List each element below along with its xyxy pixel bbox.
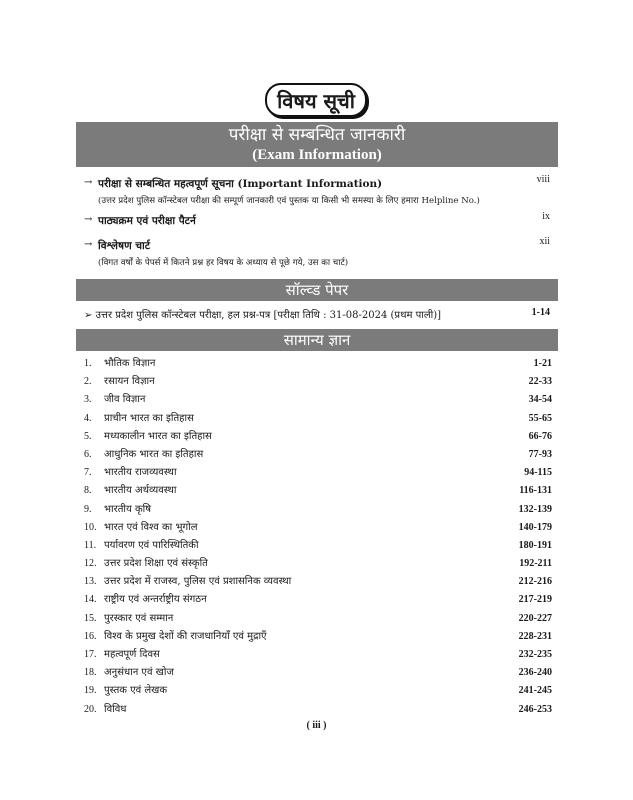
arrow-icon: → [84,177,93,188]
chapter-row [84,446,552,464]
chapter-number: 7. [84,467,92,479]
chapter-name: पुस्तक एवं लेखक [104,685,168,697]
chapter-number: 1. [84,358,92,369]
chapter-page: 180-191 [518,539,552,551]
exam-info-item-title: पाठ्यक्रम एवं परीक्षा पैटर्न [98,215,196,227]
chapter-page: 236-240 [518,667,552,679]
chapter-row [84,610,552,628]
chapter-page: 1-21 [533,358,552,369]
chapter-page: 232-235 [518,649,552,660]
exam-info-header [76,122,558,167]
chapter-row [84,428,552,446]
chapter-page: 241-245 [518,685,552,697]
chapter-number: 16. [84,630,97,642]
page-title: विषय सूची [265,83,367,117]
exam-info-item-note: (उत्तर प्रदेश पुलिस कॉन्स्टेबल परीक्षा की सम्पूर्ण जानकारी एवं पुस्तक या किसी भी समस्या के लिए हमारा Helpline No.) [98,196,480,206]
chapter-name: भारतीय कृषि [104,503,152,515]
chapter-row [84,591,552,609]
chapter-page: 246-253 [518,703,552,715]
exam-info-heading-english: (Exam Information) [252,147,382,163]
chapter-name: भारत एवं विश्व का भूगोल [104,521,198,533]
exam-info-item-title: परीक्षा से सम्बन्धित महत्वपूर्ण सूचना (Important Information) [98,178,383,190]
chapter-number: 4. [84,412,92,424]
chapter-row [84,373,552,391]
chapter-number: 12. [84,558,97,570]
chapter-number: 6. [84,448,92,460]
chapter-page: 228-231 [518,630,552,642]
exam-info-item-page: viii [536,174,550,185]
chapter-row [84,464,552,482]
chapter-page: 212-216 [518,576,552,588]
chapter-number: 10. [84,521,97,533]
chapter-row [84,701,552,719]
chapter-name: उत्तर प्रदेश शिक्षा एवं संस्कृति [104,558,208,570]
chapter-number: 19. [84,685,97,697]
chapter-number: 11. [84,539,97,551]
chapter-name: भारतीय राजव्यवस्था [104,467,177,479]
chapter-page: 132-139 [518,503,552,515]
solved-paper-title: ➢ उत्तर प्रदेश पुलिस कॉन्स्टेबल परीक्षा, हल प्रश्न-पत्र [परीक्षा तिथि : 31-08-2024 (प्रथम पाली)] [84,310,442,321]
chapter-name: मध्यकालीन भारत का इतिहास [104,430,212,442]
general-knowledge-header: सामान्य ज्ञान [76,329,558,351]
chapter-page: 77-93 [528,448,552,460]
chapter-number: 2. [84,376,92,388]
chapter-number: 18. [84,667,97,679]
chapter-row [84,410,552,428]
chapter-list [84,355,552,719]
chapter-row [84,573,552,591]
chapter-page: 116-131 [519,485,552,497]
chapter-row [84,537,552,555]
chapter-name: पुरस्कार एवं सम्मान [104,612,174,624]
chapter-page: 140-179 [518,521,552,533]
exam-info-item-title: विश्लेषण चार्ट [98,240,150,252]
chapter-name: जीव विज्ञान [104,394,146,406]
chapter-number: 9. [84,503,92,515]
chapter-page: 22-33 [528,376,552,388]
page-number: ( iii ) [306,720,327,731]
solved-paper-header: सॉल्व्ड पेपर [76,279,558,301]
chapter-row [84,646,552,664]
chapter-name: भारतीय अर्थव्यवस्था [104,485,177,497]
chapter-name: पर्यावरण एवं पारिस्थितिकी [104,539,199,551]
chapter-row [84,664,552,682]
chapter-page: 217-219 [518,594,552,606]
chapter-number: 8. [84,485,92,497]
chapter-number: 15. [84,612,97,624]
chapter-name: रसायन विज्ञान [104,376,155,388]
chapter-number: 5. [84,430,92,442]
exam-info-item-page: xii [539,236,550,247]
chapter-row [84,628,552,646]
chapter-name: महत्वपूर्ण दिवस [104,649,160,660]
chapter-page: 192-211 [519,558,552,570]
chapter-row [84,555,552,573]
chapter-name: विविध [104,703,127,715]
chapter-number: 17. [84,649,97,660]
arrow-icon: → [84,214,93,225]
chapter-name: अनुसंधान एवं खोज [104,667,174,679]
chapter-number: 3. [84,394,92,406]
chapter-number: 20. [84,703,97,715]
chapter-page: 66-76 [528,430,552,442]
chapter-row [84,519,552,537]
chapter-page: 55-65 [528,412,552,424]
exam-info-item-note: (विगत वर्षों के पेपर्स में कितने प्रश्न हर विषय के अध्याय से पूछे गये, उस का चार्ट) [98,258,349,268]
chapter-row [84,391,552,409]
chapter-row [84,482,552,500]
arrow-icon: → [84,239,93,250]
exam-info-item-page: ix [542,211,550,222]
chapter-name: राष्ट्रीय एवं अन्तर्राष्ट्रीय संगठन [104,594,207,606]
chapter-name: विश्व के प्रमुख देशों की राजधानियाँ एवं मुद्राएँ [104,630,267,642]
exam-info-heading-hindi: परीक्षा से सम्बन्धित जानकारी [228,125,406,145]
chapter-page: 94-115 [524,467,552,479]
chapter-row [84,501,552,519]
chapter-number: 13. [84,576,97,588]
chapter-name: आधुनिक भारत का इतिहास [104,448,204,460]
chapter-row [84,682,552,700]
chapter-page: 34-54 [528,394,552,406]
chapter-name: प्राचीन भारत का इतिहास [104,412,194,424]
chapter-name: उत्तर प्रदेश में राजस्व, पुलिस एवं प्रशासनिक व्यवस्था [104,576,292,588]
chapter-page: 220-227 [518,612,552,624]
chapter-row [84,355,552,373]
chapter-name: भौतिक विज्ञान [104,358,156,369]
solved-paper-page: 1-14 [531,307,550,318]
chapter-number: 14. [84,594,97,606]
